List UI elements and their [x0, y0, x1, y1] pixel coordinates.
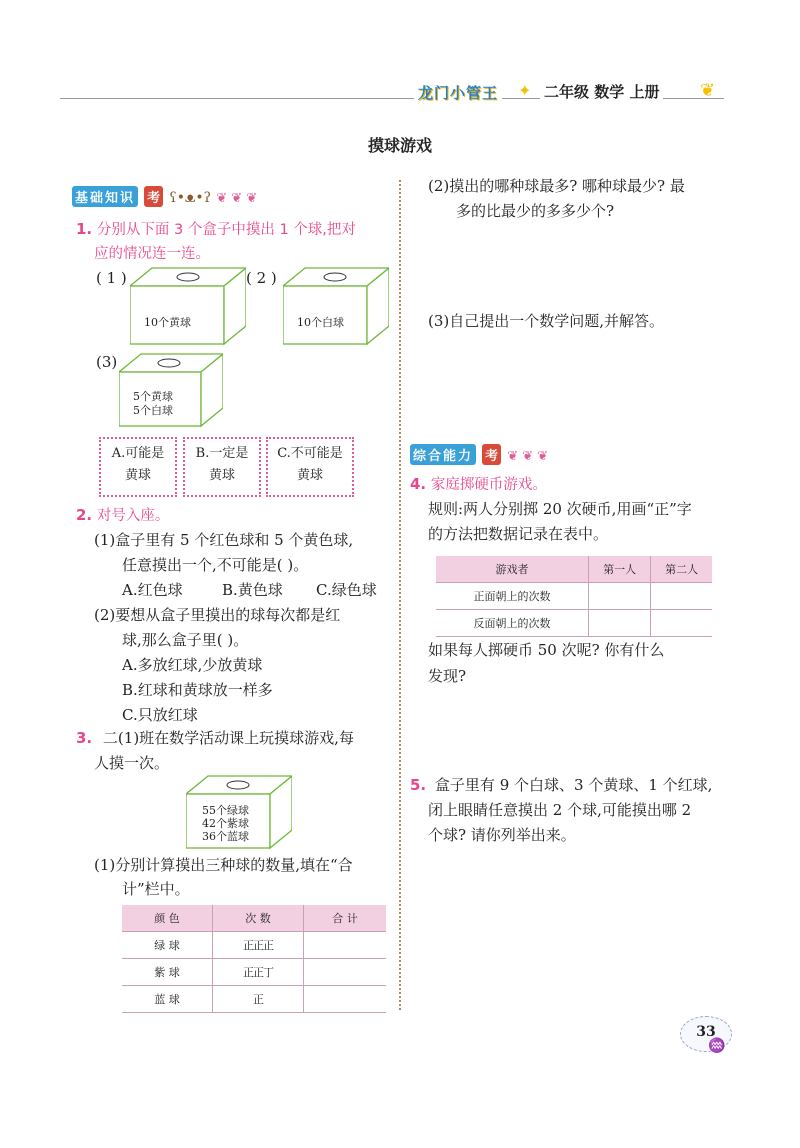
row-color: 绿 球 [122, 932, 213, 959]
box3-text2: 5个白球 [133, 404, 173, 417]
cell-second[interactable] [651, 610, 712, 637]
table-row [436, 583, 712, 610]
q5-line3: 个球? 请你列举出来。 [428, 826, 576, 844]
q5-text: 盒子里有 9 个白球、3 个黄球、1 个红球, [434, 776, 713, 794]
box3-label: (3) [96, 353, 118, 371]
star-icon: ✦ [518, 81, 532, 100]
table-row [122, 986, 386, 1013]
q4-question-line1: 如果每人掷硬币 50 次呢? 你有什么 [428, 641, 665, 659]
q2-p1-line2: 任意摸出一个,不可能是( )。 [122, 556, 309, 574]
q5-line2: 闭上眼睛任意摸出 2 个球,可能摸出哪 2 [428, 801, 692, 819]
q1-line2: 应的情况连一连。 [94, 246, 210, 262]
q4-number: 4. [410, 475, 427, 493]
page-number: 33 [696, 1024, 716, 1040]
bird-icon: ♒ [708, 1038, 726, 1054]
section-label: 基础知识 [72, 186, 138, 207]
section-badge-advanced [410, 444, 548, 465]
box2-label: ( 2 ) [246, 269, 277, 287]
q3-p3: (3)自己提出一个数学问题,并解答。 [428, 312, 665, 330]
section-label: 综合能力 [410, 444, 476, 465]
q3-p1-line1: (1)分别计算摸出三种球的数量,填在“合 [94, 856, 353, 874]
option-a-line1: A.可能是 [111, 446, 165, 461]
brand-logo [414, 82, 502, 103]
q2-p1-option-b[interactable]: B.黄色球 [222, 581, 283, 599]
q3-line2: 人摸一次。 [94, 754, 170, 772]
q3-p2-line1: (2)摸出的哪种球最多? 哪种球最少? 最 [428, 177, 685, 195]
section-tag: 考 [482, 444, 501, 465]
butterfly-icon: ❦ ❦ ❦ [507, 449, 549, 464]
box1-label: ( 1 ) [96, 269, 127, 287]
q4-text: 家庭掷硬币游戏。 [430, 477, 547, 493]
q1-line1 [76, 217, 356, 243]
column-divider [399, 180, 401, 1010]
q5-number: 5. [410, 776, 427, 794]
butterfly-icon: ❦ [700, 80, 716, 101]
page-title: 摸球游戏 [367, 136, 432, 155]
q5-line1 [410, 773, 712, 798]
q2-number: 2. [76, 506, 93, 524]
q2-p1-option-a[interactable]: A.红色球 [122, 581, 183, 599]
option-a-line2: 黄球 [124, 468, 151, 483]
option-c-line2: 黄球 [296, 468, 323, 483]
box-q3-text1: 55个绿球 [202, 804, 249, 817]
row-label: 反面朝上的次数 [436, 610, 589, 637]
row-tally: 正正丁 [213, 959, 304, 986]
box-q3 [186, 774, 292, 850]
row-tally: 正 [213, 986, 304, 1013]
col-second: 第二人 [651, 556, 712, 583]
col-color: 颜 色 [122, 905, 213, 932]
row-color: 紫 球 [122, 959, 213, 986]
cell-second[interactable] [651, 583, 712, 610]
row-label: 正面朝上的次数 [436, 583, 589, 610]
q4-heading [410, 472, 547, 498]
table-row [122, 932, 386, 959]
q3-p1-line2: 计”栏中。 [122, 880, 190, 898]
q2-heading [76, 503, 169, 529]
q2-p2-line1: (2)要想从盒子里摸出的球每次都是红 [94, 606, 341, 624]
box1-text: 10个黄球 [144, 316, 191, 329]
q3-text: 二(1)班在数学活动课上玩摸球游戏,每 [102, 729, 354, 747]
option-c-line1: C.不可能是 [277, 446, 343, 461]
col-first: 第一人 [589, 556, 651, 583]
q1-text: 分别从下面 3 个盒子中摸出 1 个球,把对 [96, 222, 356, 238]
bear-icon: ʕ•ᴥ•ʔ [169, 190, 212, 206]
coin-table [436, 556, 712, 637]
tally-table-header [122, 905, 386, 932]
option-b-line1: B.一定是 [195, 446, 249, 461]
butterfly-icon: ❦ ❦ ❦ [216, 191, 258, 206]
row-total[interactable] [304, 932, 387, 959]
q4-rule-line2: 的方法把数据记录在表中。 [428, 525, 609, 543]
row-total[interactable] [304, 986, 387, 1013]
q3-number: 3. [76, 729, 93, 747]
row-color: 蓝 球 [122, 986, 213, 1013]
section-badge-basic [72, 186, 257, 207]
table-row [436, 610, 712, 637]
header-subject: 二年级 数学 上册 [540, 80, 663, 105]
box3-text1: 5个黄球 [133, 390, 173, 403]
option-c[interactable] [266, 437, 354, 497]
col-player: 游戏者 [436, 556, 589, 583]
row-total[interactable] [304, 959, 387, 986]
box-2 [283, 266, 389, 346]
q3-line1 [76, 726, 354, 751]
col-count: 次 数 [213, 905, 304, 932]
box2-text: 10个白球 [297, 316, 344, 329]
cell-first[interactable] [589, 610, 651, 637]
q2-p2-option-c[interactable]: C.只放红球 [122, 706, 198, 724]
q2-p2-option-b[interactable]: B.红球和黄球放一样多 [122, 681, 273, 699]
cell-first[interactable] [589, 583, 651, 610]
q1-number: 1. [76, 220, 93, 238]
row-tally: 正正正 [213, 932, 304, 959]
box-1 [130, 266, 246, 346]
q4-rule-line1: 规则:两人分别掷 20 次硬币,用画“正”字 [428, 500, 692, 518]
box-3 [119, 352, 223, 428]
q4-question-line2: 发现? [428, 667, 467, 685]
q2-p1-option-c[interactable]: C.绿色球 [316, 581, 377, 599]
box-q3-text2: 42个紫球 [202, 817, 249, 830]
coin-table-header [436, 556, 712, 583]
q2-p2-option-a[interactable]: A.多放红球,少放黄球 [122, 656, 263, 674]
tally-table [122, 905, 386, 1013]
option-b-line2: 黄球 [208, 468, 235, 483]
option-b[interactable] [183, 437, 261, 497]
q2-p1-line1: (1)盒子里有 5 个红色球和 5 个黄色球, [94, 531, 354, 549]
brand-text: 龙门小管王 [418, 84, 499, 102]
table-row [122, 959, 386, 986]
option-a[interactable] [99, 437, 177, 497]
col-total: 合 计 [304, 905, 387, 932]
box-q3-text3: 36个蓝球 [202, 830, 249, 843]
q3-p2-line2: 多的比最少的多多少个? [456, 202, 615, 220]
q2-text: 对号入座。 [96, 508, 170, 524]
q2-p2-line2: 球,那么盒子里( )。 [122, 631, 249, 649]
section-tag: 考 [144, 186, 163, 207]
page-header [0, 70, 800, 110]
